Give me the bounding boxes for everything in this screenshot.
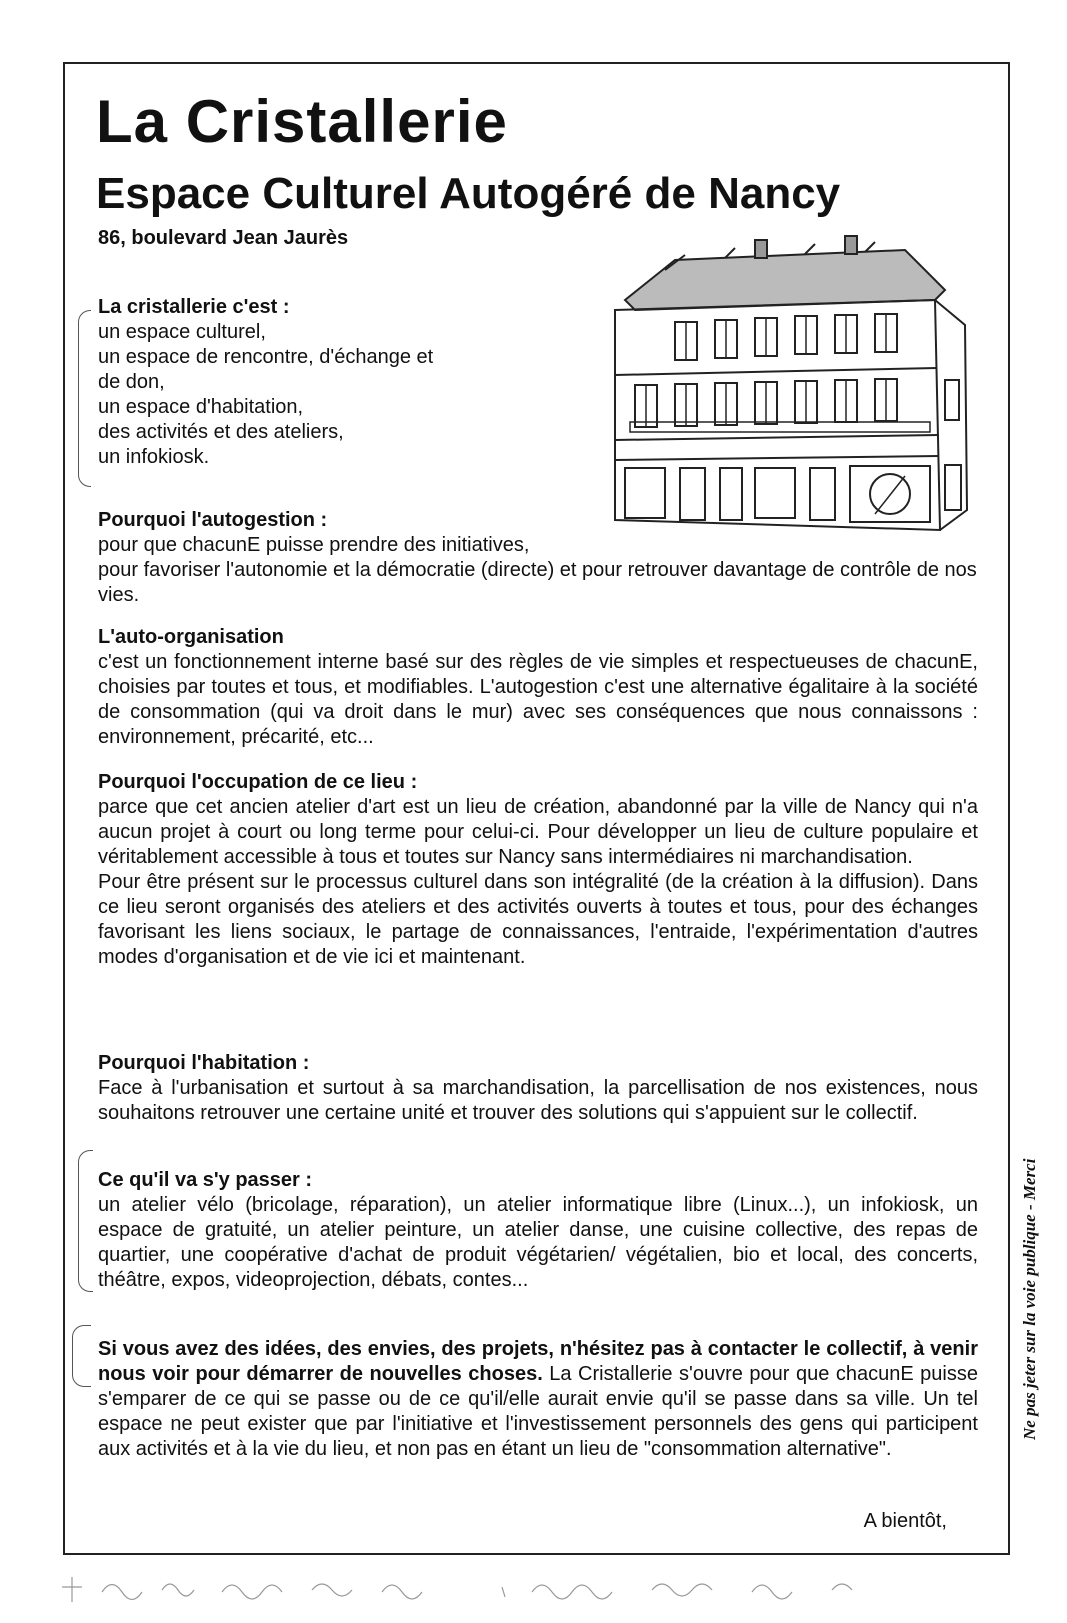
occupation-paragraph: parce que cet ancien atelier d'art est un lieu de création, abandonné par la ville de Nancy qui n'a aucun projet à court ou long terme pour celui-ci. Pour développer un lieu de culture populaire et véritablement accessible à tous et toutes sur Nancy sans intermédiaires ni marchandisation.: [98, 796, 978, 868]
intro-line: un espace d'habitation,: [98, 396, 304, 418]
contact-callout: Si vous avez des idées, des envies, des projets, n'hésitez pas à contacter le collectif, à venir nous voir pour démarrer de nouvelles choses.: [98, 1338, 978, 1385]
intro-section: [98, 295, 598, 470]
closing-signoff: A bientôt,: [863, 1510, 947, 1532]
intro-line: un infokiosk.: [98, 446, 210, 468]
occupation-section: [98, 770, 978, 970]
autogestion-section: [98, 508, 978, 608]
address: 86, boulevard Jean Jaurès: [98, 227, 349, 249]
organisation-heading: L'auto-organisation: [98, 626, 284, 648]
page-subtitle: Espace Culturel Autogéré de Nancy: [96, 169, 841, 218]
intro-heading: La cristallerie c'est :: [98, 296, 290, 318]
page-title: La Cristallerie: [96, 88, 508, 155]
intro-line: de don,: [98, 371, 165, 393]
intro-line: des activités et des ateliers,: [98, 421, 344, 443]
autogestion-heading: Pourquoi l'autogestion :: [98, 509, 328, 531]
habitation-body: Face à l'urbanisation et surtout à sa marchandisation, la parcellisation de nos existences, nous souhaitons retrouver une certaine unité et trouver des solutions qui s'appuient sur le collectif.: [98, 1077, 978, 1124]
margin-bracket: [78, 1150, 93, 1292]
intro-line: un espace de rencontre, d'échange et: [98, 346, 434, 368]
occupation-paragraph: Pour être présent sur le processus culturel dans son intégralité (de la création à la diffusion). Dans ce lieu seront organisés des ateliers et des activités ouverts à toutes et tous, pour des échanges favorisant les liens sociaux, le partage de connaissances, l'entraide, l'expérimentation d'autres modes d'organisation et de vie ici et maintenant.: [98, 871, 978, 968]
autogestion-first-line: pour que chacunE puisse prendre des initiatives,: [98, 534, 530, 556]
intro-line: un espace culturel,: [98, 321, 266, 343]
margin-bracket: [72, 1325, 91, 1387]
habitation-heading: Pourquoi l'habitation :: [98, 1052, 310, 1074]
handwritten-scribble: [52, 1562, 952, 1612]
side-note: Ne pas jeter sur la voie publique - Merci: [1020, 1158, 1039, 1440]
habitation-section: [98, 1051, 978, 1126]
organisation-section: [98, 625, 978, 750]
autogestion-body: pour favoriser l'autonomie et la démocratie (directe) et pour retrouver davantage de contrôle de nos vies.: [98, 559, 977, 606]
occupation-heading: Pourquoi l'occupation de ce lieu :: [98, 771, 418, 793]
activities-heading: Ce qu'il va s'y passer :: [98, 1169, 313, 1191]
activities-body: un atelier vélo (bricolage, réparation), un atelier informatique libre (Linux...), un infokiosk, un espace de gratuité, un atelier peinture, un atelier danse, une cuisine collective, des repas de quartier, une coopérative d'achat de produit végétarien/ végétalien, bio et local, des concerts, théâtre, expos, videoprojection, débats, contes...: [98, 1194, 978, 1291]
margin-bracket: [78, 310, 91, 487]
contact-section: [98, 1337, 978, 1462]
activities-section: [98, 1168, 978, 1293]
contact-body: La Cristallerie s'ouvre pour que chacunE puisse s'emparer de ce qui se passe ou de ce qu'il/elle aurait envie qu'il se passe dans sa ville. Un tel espace ne peut exister que par l'initiative et l'investissement personnels des gens qui participent aux activités et à la vie du lieu, et non pas en étant un lieu de "consommation alternative".: [98, 1363, 978, 1460]
organisation-body: c'est un fonctionnement interne basé sur des règles de vie simples et respectueuses de chacunE, choisies par toutes et tous, et modifiables. L'autogestion c'est une alternative égalitaire à la société de consommation (qui va droit dans le mur) avec ses conséquences que nous connaissons : environnement, précarité, etc...: [98, 651, 978, 748]
